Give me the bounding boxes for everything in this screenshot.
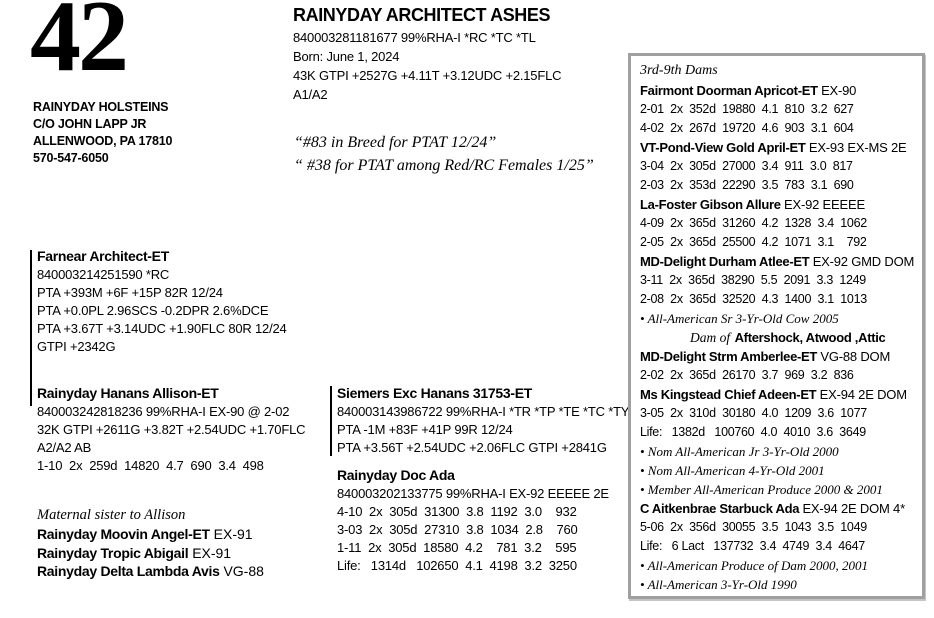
dam-entry: [640, 138, 913, 195]
animal-registration: 840003281181677 99%RHA-I *RC *TC *TL: [293, 30, 536, 45]
classification-score: VG-88: [223, 563, 264, 579]
second-dam-block: [337, 466, 609, 575]
dam-entry: [640, 195, 913, 252]
animal-birthdate: Born: June 1, 2024: [293, 49, 400, 64]
lifetime-record: Life: 1314d 102650 4.1 4198 3.2 3250: [337, 558, 577, 573]
classification-score: EX-92 GMD DOM: [812, 254, 915, 269]
maternal-sister-row: [37, 562, 264, 581]
lactation-record: 2-03 2x 353d 22290 3.5 783 3.1 690: [640, 178, 854, 192]
lactation-record: 1-11 2x 305d 18580 4.2 781 3.2 595: [337, 540, 577, 555]
dam-entry-name: MD-Delight Durham Atlee-ET: [640, 254, 810, 269]
further-dams-box: [628, 53, 925, 599]
animal-name: RAINYDAY ARCHITECT ASHES: [293, 5, 551, 25]
dam-of-offspring: Aftershock, Atwood ,Attic: [734, 330, 886, 345]
dam-entry-row: [640, 347, 913, 366]
classification-score: EX-94 2E DOM 4*: [802, 501, 905, 516]
lactation-record: 3-05 2x 310d 30180 4.0 1209 3.6 1077: [640, 406, 867, 420]
lactation-record: 4-10 2x 305d 31300 3.8 1192 3.0 932: [337, 504, 577, 519]
dam-entry: [640, 81, 913, 138]
dam-entry-row: [640, 252, 913, 271]
second-dam-name: Rainyday Doc Ada: [337, 467, 455, 483]
dam-of-line: [640, 328, 913, 347]
sire-pta-line: PTA +3.67T +3.14UDC +1.90FLC 80R 12/24: [37, 321, 287, 336]
dam-beta-casein: A2/A2 AB: [37, 440, 92, 455]
dam-entry-name: Fairmont Doorman Apricot-ET: [640, 83, 818, 98]
lactation-record: 2-05 2x 365d 25500 4.2 1071 3.1 792: [640, 235, 867, 249]
breed-quote-2: “ #38 for PTAT among Red/RC Females 1/25”: [294, 157, 594, 174]
lactation-record: 4-09 2x 365d 31260 4.2 1328 3.4 1062: [640, 216, 867, 230]
consignor-care-of: C/O JOHN LAPP JR: [33, 117, 147, 131]
dam-entry-name: La-Foster Gibson Allure: [640, 197, 781, 212]
lactation-record: 3-03 2x 305d 27310 3.8 1034 2.8 760: [337, 522, 578, 537]
pedigree-line-grandsire: [330, 386, 332, 456]
breed-ranking-quotes: [294, 131, 594, 177]
maternal-grandsire-pta-line: PTA -1M +83F +41P 99R 12/24: [337, 422, 513, 437]
award-note: • All-American Produce of Dam 2000, 2001: [640, 558, 869, 573]
lifetime-record: Life: 6 Lact 137732 3.4 4749 3.4 4647: [640, 539, 865, 553]
animal-header: [293, 4, 561, 104]
dam-entry-row: [640, 81, 913, 100]
dam-entry: [640, 252, 913, 347]
maternal-sisters-block: [37, 506, 264, 581]
dam-entry-row: [640, 138, 913, 157]
maternal-sister-name: Rainyday Tropic Abigail: [37, 544, 189, 561]
lactation-record: 2-08 2x 365d 32520 4.3 1400 3.1 1013: [640, 292, 867, 306]
dam-entry-name: VT-Pond-View Gold April-ET: [640, 140, 806, 155]
second-dam-registration: 840003202133775 99%RHA-I EX-92 EEEEE 2E: [337, 486, 609, 501]
award-note: • Nom All-American 4-Yr-Old 2001: [640, 463, 825, 478]
maternal-sister-name: Rainyday Delta Lambda Avis: [37, 563, 220, 579]
classification-score: EX-94 2E DOM: [819, 387, 907, 402]
lactation-record: 2-02 2x 365d 26170 3.7 969 3.2 836: [640, 368, 854, 382]
sire-block: [37, 247, 287, 356]
consignor-name: RAINYDAY HOLSTEINS: [33, 100, 169, 114]
sire-pta-line: PTA +393M +6F +15P 82R 12/24: [37, 285, 223, 300]
classification-score: EX-90: [821, 83, 857, 98]
dam-entry-name: MD-Delight Strm Amberlee-ET: [640, 349, 818, 364]
dam-entry: [640, 385, 913, 499]
dam-entry-name: Ms Kingstead Chief Adeen-ET: [640, 387, 817, 402]
sire-name: Farnear Architect-ET: [37, 248, 169, 264]
classification-score: EX-91: [192, 544, 232, 561]
maternal-sisters-heading: Maternal sister to Allison: [37, 507, 186, 523]
sire-pta-line: PTA +0.0PL 2.96SCS -0.2DPR 2.6%DCE: [37, 303, 269, 318]
dam-entry: [640, 347, 913, 385]
pedigree-line-sire: [30, 250, 32, 406]
dams-box-heading: 3rd-9th Dams: [640, 63, 718, 78]
lot-number: 42: [30, 0, 126, 93]
dam-entry-name: C Aitkenbrae Starbuck Ada: [640, 501, 800, 516]
classification-score: EX-93 EX-MS 2E: [808, 140, 907, 155]
lactation-record: 3-11 2x 365d 38290 5.5 2091 3.3 1249: [640, 273, 866, 287]
lactation-record: 4-02 2x 267d 19720 4.6 903 3.1 604: [640, 121, 854, 135]
sire-registration: 840003214251590 *RC: [37, 267, 170, 282]
award-note: • All-American 3-Yr-Old 1990: [640, 577, 797, 592]
consignor-block: [33, 99, 172, 167]
maternal-grandsire-name: Siemers Exc Hanans 31753-ET: [337, 385, 533, 401]
lactation-record: 5-06 2x 356d 30055 3.5 1043 3.5 1049: [640, 520, 867, 534]
lifetime-record: Life: 1382d 100760 4.0 4010 3.6 3649: [640, 425, 866, 439]
animal-beta-casein: A1/A2: [293, 87, 328, 102]
dam-gtpi-line: 32K GTPI +2611G +3.82T +2.54UDC +1.70FLC: [37, 422, 306, 437]
dam-name: Rainyday Hanans Allison-ET: [37, 385, 219, 401]
dam-entry-row: [640, 499, 913, 518]
dam-block: [37, 384, 305, 475]
animal-gtpi-line: 43K GTPI +2527G +4.11T +3.12UDC +2.15FLC: [293, 68, 562, 83]
award-note: • Member All-American Produce 2000 & 2001: [640, 482, 883, 497]
lactation-record: 3-04 2x 305d 27000 3.4 911 3.0 817: [640, 159, 853, 173]
maternal-grandsire-registration: 840003143986722 99%RHA-I *TR *TP *TE *TC *TY: [337, 404, 630, 419]
maternal-sister-row: [37, 544, 264, 563]
award-note: • All-American Sr 3-Yr-Old Cow 2005: [640, 311, 839, 326]
maternal-grandsire-block: [337, 384, 629, 457]
sire-gtpi: GTPI +2342G: [37, 339, 116, 354]
breed-quote-1: “#83 in Breed for PTAT 12/24”: [294, 134, 497, 151]
maternal-grandsire-pta-line: PTA +3.56T +2.54UDC +2.06FLC GTPI +2841G: [337, 440, 607, 455]
consignor-phone: 570-547-6050: [33, 151, 109, 165]
dam-entry-row: [640, 385, 913, 404]
dam-registration: 840003242818236 99%RHA-I EX-90 @ 2-02: [37, 404, 290, 419]
dam-entry: [640, 499, 913, 594]
dam-lactation-record: 1-10 2x 259d 14820 4.7 690 3.4 498: [37, 458, 264, 473]
classification-score: EX-91: [213, 526, 253, 542]
dam-entry-row: [640, 195, 913, 214]
classification-score: EX-92 EEEEE: [784, 197, 865, 212]
maternal-sister-row: [37, 525, 264, 544]
maternal-sister-name: Rainyday Moovin Angel-ET: [37, 526, 210, 542]
dam-of-label: Dam of: [690, 330, 731, 345]
consignor-address: ALLENWOOD, PA 17810: [33, 134, 173, 148]
classification-score: VG-88 DOM: [820, 349, 891, 364]
lactation-record: 2-01 2x 352d 19880 4.1 810 3.2 627: [640, 102, 854, 116]
award-note: • Nom All-American Jr 3-Yr-Old 2000: [640, 444, 839, 459]
